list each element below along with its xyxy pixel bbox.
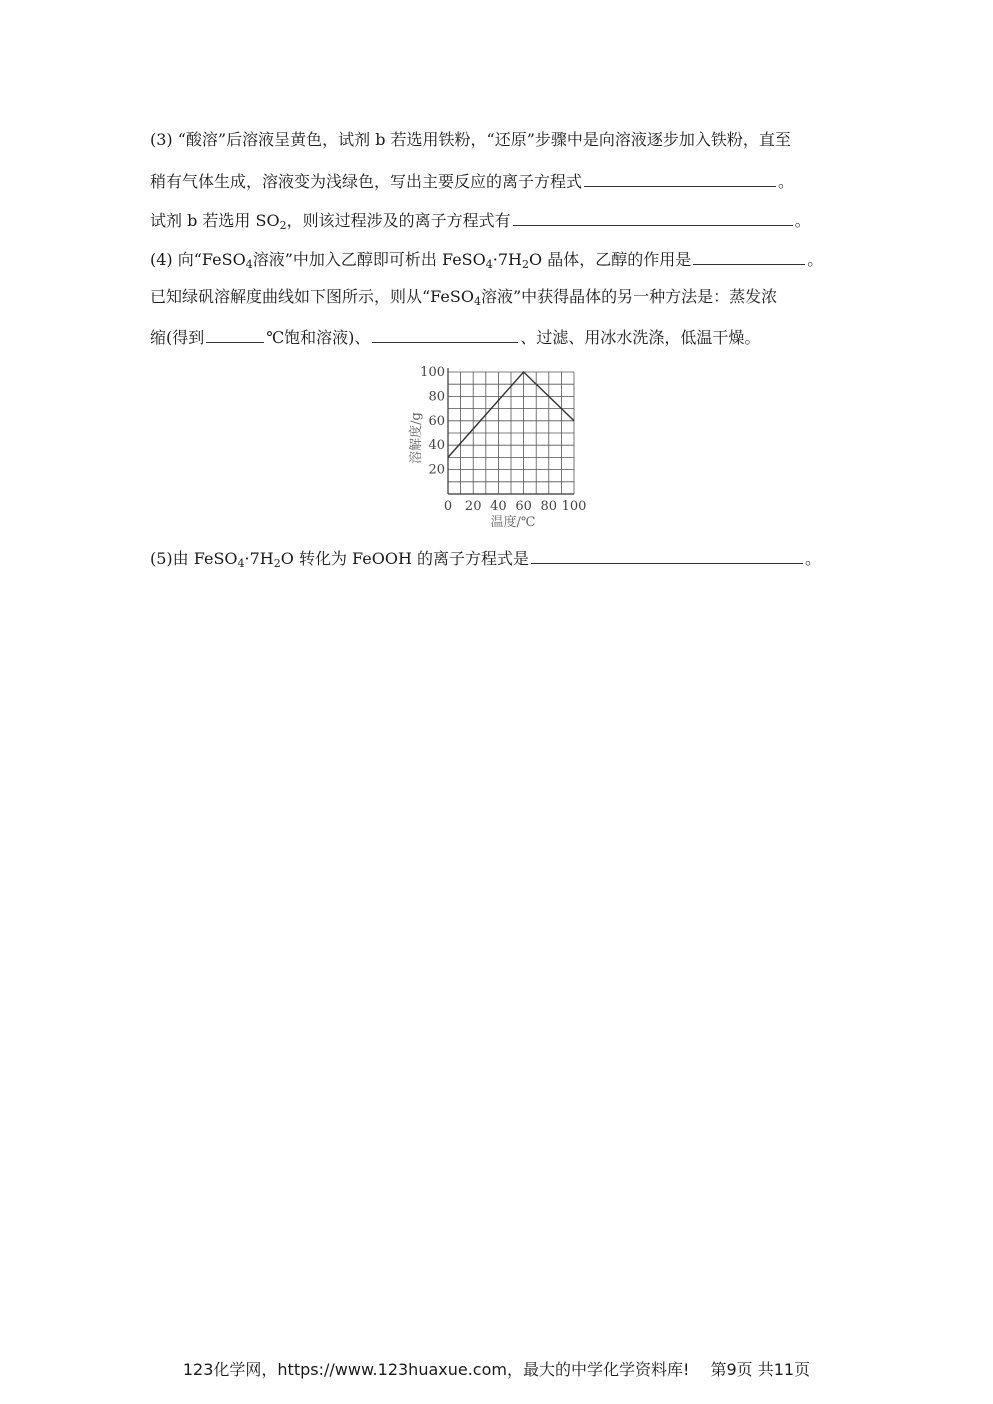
x-tick-label: 0 [443, 499, 453, 514]
q4-text-a: (4) 向“FeSO [150, 250, 246, 269]
q3-line-2-text: 稍有气体生成，溶液变为浅绿色，写出主要反应的离子方程式 [150, 172, 583, 191]
q3-line-3-text-a: 试剂 b 若选用 SO [150, 211, 280, 230]
q4-line-2-text-a: 已知绿矾溶解度曲线如下图所示，则从“FeSO [150, 287, 474, 306]
q3-line-1 [150, 130, 791, 150]
q4-line-3-text-a: 缩(得到 [150, 328, 205, 347]
q3-line-1-text: (3) “酸溶”后溶液呈黄色，试剂 b 若选用铁粉，“还原”步骤中是向溶液逐步加入铁粉，直至 [150, 130, 791, 149]
q4-text-c: ·7H [492, 250, 522, 269]
y-tick-label: 20 [428, 462, 445, 478]
subscript: 2 [279, 219, 287, 232]
period: 。 [778, 172, 795, 191]
y-tick-label: 60 [428, 413, 445, 429]
solubility-chart [398, 360, 598, 535]
answer-blank[interactable] [372, 326, 518, 343]
y-axis-label: 溶解度/g [409, 412, 424, 464]
x-axis-label: 温度/℃ [490, 515, 536, 530]
q4-line-3-text-c: 、过滤、用冰水洗涤，低温干燥。 [520, 328, 761, 347]
subscript: 4 [485, 258, 493, 271]
x-tick-label: 80 [540, 499, 558, 514]
x-tick-label: 20 [464, 499, 482, 514]
y-tick-label: 100 [420, 365, 445, 380]
subscript: 2 [521, 258, 529, 271]
y-tick-label: 40 [428, 438, 445, 454]
answer-blank[interactable] [513, 209, 793, 226]
answer-blank[interactable] [206, 326, 264, 343]
chart-svg [398, 360, 598, 535]
q5-text-a: (5)由 FeSO [150, 549, 238, 568]
subscript: 4 [245, 258, 253, 271]
q5-text-b: ·7H [244, 549, 274, 568]
answer-blank[interactable] [531, 547, 803, 564]
x-tick-label: 100 [561, 499, 587, 514]
q4-text-d: O 晶体，乙醇的作用是 [528, 250, 692, 269]
q5-line [150, 547, 821, 569]
q3-line-3-text-b: ，则该过程涉及的离子方程式有 [286, 211, 511, 230]
subscript: 4 [473, 295, 481, 308]
q5-text-c: O 转化为 FeOOH 的离子方程式是 [280, 549, 530, 568]
period: 。 [794, 211, 811, 230]
q4-line-2 [150, 287, 777, 307]
period: 。 [805, 549, 822, 568]
x-tick-label: 40 [490, 499, 507, 514]
answer-blank[interactable] [693, 248, 805, 265]
q3-line-2 [150, 170, 794, 192]
q4-line-1 [150, 248, 823, 270]
subscript: 2 [273, 557, 281, 570]
page-footer: 123化学网，https://www.123huaxue.com，最大的中学化学资料库! 第9页 共11页 [182, 1360, 811, 1379]
q4-line-3-text-b: ℃饱和溶液)、 [266, 328, 371, 347]
answer-blank[interactable] [584, 170, 776, 187]
chart-grid [448, 372, 574, 494]
q4-text-b: 溶液”中加入乙醇即可析出 FeSO [252, 250, 486, 269]
q4-line-2-text-b: 溶液”中获得晶体的另一种方法是：蒸发浓 [480, 287, 778, 306]
subscript: 4 [237, 557, 245, 570]
q4-line-3 [150, 326, 760, 348]
y-tick-label: 80 [428, 389, 445, 405]
x-tick-label: 60 [515, 499, 532, 514]
period: 。 [807, 250, 824, 269]
q3-line-3 [150, 209, 811, 231]
